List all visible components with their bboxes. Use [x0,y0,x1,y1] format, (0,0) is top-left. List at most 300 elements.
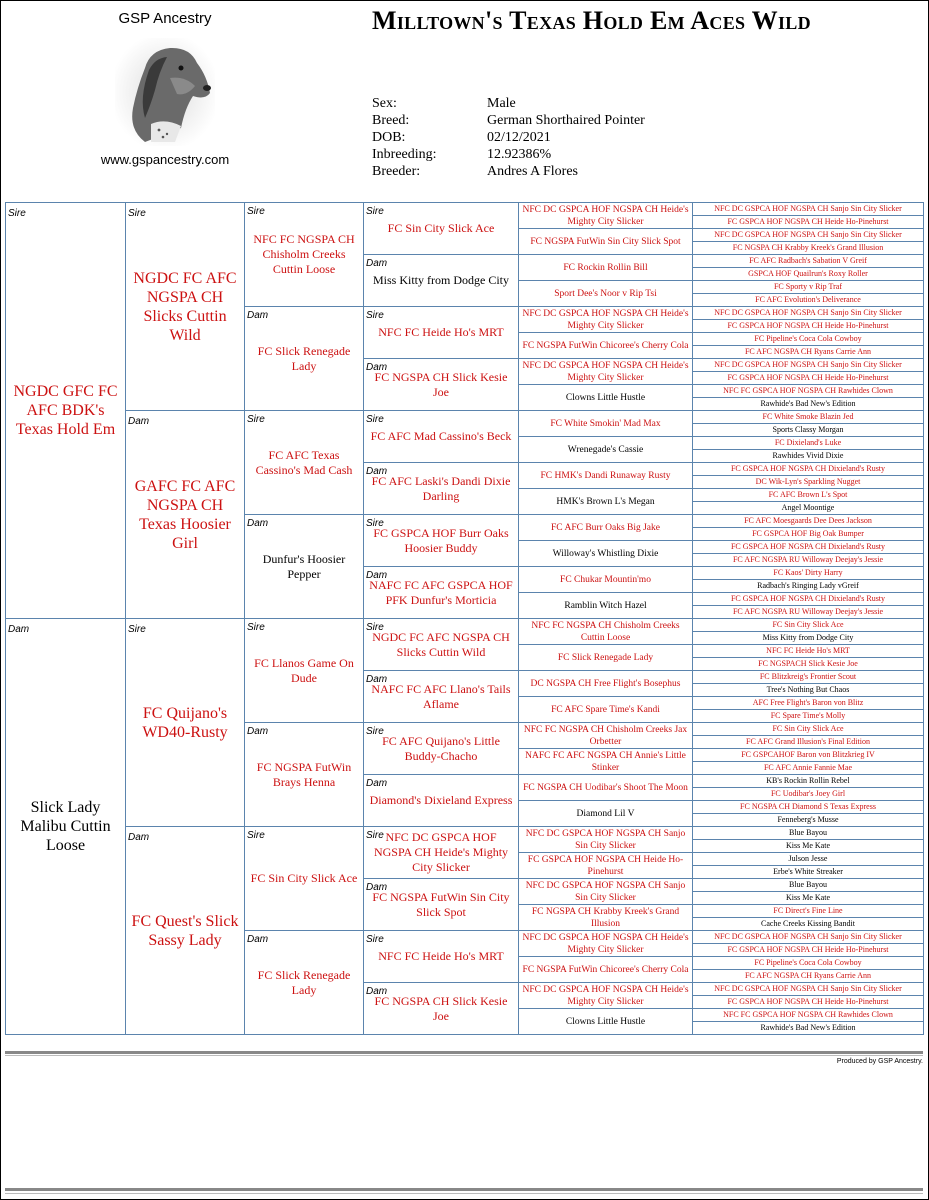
pedigree-gen6-cell [692,930,924,944]
pedigree-gen6-cell [692,241,924,255]
pedigree-gen5-cell [518,462,693,489]
pedigree-gen5-cell [518,228,693,255]
ancestor-name: Clowns Little Hustle [565,392,646,403]
pedigree-gen6-cell [692,839,924,853]
ancestor-name: FC Sin City Slick Ace [772,724,844,733]
pedigree-gen4-cell [363,670,519,723]
ancestor-name: Miss Kitty from Dodge City [372,273,509,287]
ancestor-name: FC NGSPA CH Slick Kesie Joe [374,369,508,399]
pedigree-gen6-cell [692,735,924,749]
ancestor-name: FC Chukar Mountin'mo [560,574,651,585]
ancestor-name: Ramblin Witch Hazel [564,600,647,611]
pedigree-gen6-cell [692,540,924,554]
ancestor-name: FC NGSPA CH Slick Kesie Joe [374,993,508,1023]
dam-label: Dam [366,986,388,997]
pedigree-gen6-cell [692,228,924,242]
ancestor-name: FC Rockin Rollin Bill [563,262,648,273]
pedigree-gen6-cell [692,293,924,307]
ancestor-name: NFC DC GSPCA HOF NGSPA CH Sanjo Sin City Slicker [525,828,686,851]
sire-label: Sire [366,830,384,841]
ancestor-name: FC Blitzkreig's Frontier Scout [759,672,857,681]
sire-label: Sire [128,624,146,635]
pedigree-gen3-cell [244,514,364,619]
pedigree-gen5-cell [518,852,693,879]
ancestor-name: FC Pipeline's Coca Cola Cowboy [754,958,862,967]
pedigree-gen6-cell [692,722,924,736]
pedigree-gen4-cell [363,410,519,463]
ancestor-name: GAFC FC AFC NGSPA CH Texas Hoosier Girl [134,477,236,552]
pedigree-gen4-cell [363,774,519,827]
pedigree-gen6-cell [692,358,924,372]
ancestor-name: FC Sin City Slick Ace [250,871,358,885]
ancestor-name: NFC DC GSPCA HOF NGSPA CH Sanjo Sin City Slicker [525,880,686,903]
pedigree-gen1-cell [5,618,126,1035]
dam-label: Dam [366,674,388,685]
pedigree-gen5-cell [518,618,693,645]
pedigree-gen6-cell [692,813,924,827]
pedigree-gen6-cell [692,592,924,606]
info-label: Breeder: [372,164,421,179]
pedigree-gen5-cell [518,774,693,801]
pedigree-gen4-cell [363,358,519,411]
ancestor-name: NFC DC GSPCA HOF NGSPA CH Sanjo Sin City Slicker [714,360,902,369]
ancestor-name: FC Quest's Slick Sassy Lady [131,912,239,949]
pedigree-gen3-cell [244,202,364,307]
ancestor-name: FC Dixieland's Luke [774,438,842,447]
pedigree-gen6-cell [692,995,924,1009]
ancestor-name: FC AFC Spare Time's Kandi [551,704,660,715]
ancestor-name: FC GSPCA HOF Big Oak Bumper [752,529,864,538]
ancestor-name: GSPCA HOF Quailrun's Roxy Roller [748,269,868,278]
pedigree-gen6-cell [692,449,924,463]
pedigree-gen6-cell [692,878,924,892]
ancestor-name: FC White Smokin' Mad Max [550,418,661,429]
ancestor-name: NFC FC GSPCA HOF NGSPA CH Rawhides Clown [723,386,893,395]
pedigree-gen2-cell [125,618,245,827]
ancestor-name: KB's Rockin Rollin Rebel [766,776,850,785]
ancestor-name: DC Wik-Lyn's Sparkling Nugget [755,477,861,486]
dog-portrait-image [115,38,215,146]
ancestor-name: NFC DC GSPCA HOF NGSPA CH Heide's Mighty City Slicker [522,360,689,383]
ancestor-name: FC GSPCA HOF NGSPA CH Dixieland's Rusty [730,594,886,603]
ancestor-name: Fenneberg's Musse [777,815,839,824]
pedigree-gen5-cell [518,514,693,541]
ancestor-name: FC GSPCA HOF NGSPA CH Heide Ho-Pinehurst [727,997,889,1006]
ancestor-name: FC AFC NGSPA CH Ryans Carrie Ann [744,971,872,980]
pedigree-gen4-cell [363,878,519,931]
sire-label: Sire [366,414,384,425]
pedigree-gen6-cell [692,709,924,723]
ancestor-name: NFC DC GSPCA HOF NGSPA CH Sanjo Sin City Slicker [714,230,902,239]
pedigree-gen6-cell [692,618,924,632]
ancestor-name: FC AFC NGSPA CH Ryans Carrie Ann [744,347,872,356]
ancestor-name: FC GSPCA HOF Burr Oaks Hoosier Buddy [373,525,509,555]
pedigree-gen6-cell [692,267,924,281]
pedigree-gen6-cell [692,826,924,840]
pedigree-gen3-cell [244,722,364,827]
ancestor-name: FC GSPCA HOF NGSPA CH Heide Ho-Pinehurst [727,945,889,954]
sire-label: Sire [366,206,384,217]
sire-label: Sire [8,208,26,219]
pedigree-gen6-cell [692,306,924,320]
pedigree-gen6-cell [692,904,924,918]
website-url: www.gspancestry.com [100,152,230,167]
bottom-divider-thin [5,1193,923,1194]
pedigree-gen5-cell [518,306,693,333]
ancestor-name: FC Direct's Fine Line [773,906,843,915]
ancestor-name: FC GSPCA HOF NGSPA CH Dixieland's Rusty [730,542,886,551]
pedigree-gen6-cell [692,202,924,216]
sire-label: Sire [366,518,384,529]
pedigree-gen5-cell [518,540,693,567]
ancestor-name: Tree's Nothing But Chaos [766,685,850,694]
pedigree-gen2-cell [125,410,245,619]
ancestor-name: NFC DC GSPCA HOF NGSPA CH Heide's Mighty City Slicker [522,932,689,955]
info-row [372,163,645,180]
dog-name-title: Milltown's Texas Hold Em Aces Wild [372,6,811,35]
ancestor-name: FC NGSPA FutWin Brays Henna [256,759,352,789]
pedigree-gen6-cell [692,1008,924,1022]
pedigree-gen5-cell [518,592,693,619]
ancestor-name: FC Quijano's WD40-Rusty [142,704,228,741]
pedigree-gen4-cell [363,306,519,359]
ancestor-name: FC GSPCA HOF NGSPA CH Heide Ho-Pinehurst [527,854,684,877]
pedigree-gen3-cell [244,826,364,931]
pedigree-gen6-cell [692,410,924,424]
ancestor-name: Kiss Me Kate [786,841,830,850]
info-row [372,146,645,163]
pedigree-gen6-cell [692,800,924,814]
pedigree-gen5-cell [518,644,693,671]
ancestor-name: FC AFC Annie Fannie Mae [763,763,852,772]
pedigree-gen5-cell [518,436,693,463]
ancestor-name: Diamond Lil V [576,808,635,819]
pedigree-gen6-cell [692,943,924,957]
sire-label: Sire [128,208,146,219]
footer-divider [5,1051,923,1054]
info-value: German Shorthaired Pointer [487,113,645,128]
ancestor-name: FC NGSPA FutWin Chicoree's Cherry Cola [522,964,689,975]
ancestor-name: FC AFC Laski's Dandi Dixie Darling [371,473,511,503]
pedigree-gen5-cell [518,202,693,229]
pedigree-gen6-cell [692,761,924,775]
sire-label: Sire [247,414,265,425]
pedigree-gen4-cell [363,982,519,1035]
info-value: 02/12/2021 [487,130,551,145]
ancestor-name: Sport Dee's Noor v Rip Tsi [554,288,657,299]
pedigree-gen6-cell [692,423,924,437]
ancestor-name: Blue Bayou [789,828,827,837]
ancestor-name: FC NGSPACH Slick Kesie Joe [758,659,858,668]
ancestor-name: FC AFC Radbach's Sabation V Greif [749,256,867,265]
ancestor-name: Blue Bayou [789,880,827,889]
ancestor-name: Clowns Little Hustle [565,1016,646,1027]
pedigree-gen5-cell [518,488,693,515]
pedigree-gen6-cell [692,397,924,411]
ancestor-name: NAFC FC AFC Llano's Tails Aflame [371,681,511,711]
ancestor-name: Diamond's Dixieland Express [369,793,513,807]
ancestor-name: NFC FC Heide Ho's MRT [378,325,504,339]
ancestor-name: FC Slick Renegade Lady [257,343,351,373]
pedigree-gen6-cell [692,527,924,541]
ancestor-name: NFC FC NGSPA CH Chisholm Creeks Cuttin Loose [531,620,680,643]
pedigree-gen5-cell [518,800,693,827]
dam-label: Dam [366,882,388,893]
ancestor-name: Slick Lady Malibu Cuttin Loose [20,799,111,854]
info-row [372,129,645,146]
pedigree-gen5-cell [518,254,693,281]
pedigree-gen6-cell [692,488,924,502]
pedigree-gen6-cell [692,462,924,476]
ancestor-name: NAFC FC AFC GSPCA HOF PFK Dunfur's Morticia [369,577,513,607]
pedigree-gen4-cell [363,462,519,515]
pedigree-gen5-cell [518,1008,693,1035]
info-row [372,112,645,129]
pedigree-gen5-cell [518,280,693,307]
pedigree-gen2-cell [125,202,245,411]
ancestor-name: NFC DC GSPCA HOF NGSPA CH Heide's Mighty City Slicker [522,984,689,1007]
ancestor-name: NFC DC GSPCA HOF NGSPA CH Sanjo Sin City Slicker [714,204,902,213]
ancestor-name: FC Sin City Slick Ace [387,221,495,235]
ancestor-name: FC AFC Moesgaards Dee Dees Jackson [744,516,872,525]
ancestor-name: FC GSPCAHOF Baron von Blitzkrieg IV [741,750,875,759]
ancestor-name: NFC DC GSPCA HOF NGSPA CH Heide's Mighty City Slicker [522,204,689,227]
ancestor-name: NFC FC NGSPA CH Chisholm Creeks Cuttin Loose [253,232,355,276]
bottom-divider [5,1188,923,1191]
pedigree-gen6-cell [692,1021,924,1035]
ancestor-name: Kiss Me Kate [786,893,830,902]
pedigree-gen5-cell [518,384,693,411]
ancestor-name: FC AFC NGSPA RU Willoway Deejay's Jessie [732,607,884,616]
ancestor-name: NGDC FC AFC NGSPA CH Slicks Cuttin Wild [133,269,237,344]
ancestor-name: NFC FC Heide Ho's MRT [378,949,504,963]
ancestor-name: FC Slick Renegade Lady [257,967,351,997]
ancestor-name: NFC DC GSPCA HOF NGSPA CH Heide's Mighty City Slicker [373,830,509,874]
ancestor-name: HMK's Brown L's Megan [556,496,655,507]
pedigree-gen6-cell [692,852,924,866]
dam-label: Dam [366,362,388,373]
ancestor-name: FC NGSPA CH Uodibar's Shoot The Moon [523,782,688,793]
pedigree-gen5-cell [518,696,693,723]
ancestor-name: FC Sporty v Rip Traf [773,282,843,291]
ancestor-name: Radbach's Ringing Lady vGreif [757,581,859,590]
pedigree-gen4-cell [363,826,519,879]
ancestor-name: FC NGSPA FutWin Sin City Slick Spot [530,236,681,247]
ancestor-name: Willoway's Whistling Dixie [552,548,659,559]
pedigree-gen6-cell [692,345,924,359]
dam-label: Dam [247,310,269,321]
ancestor-name: Wrenegade's Cassie [567,444,644,455]
dam-label: Dam [247,518,269,529]
ancestor-name: FC HMK's Dandi Runaway Rusty [540,470,671,481]
pedigree-gen6-cell [692,787,924,801]
info-value: 12.92386% [487,147,552,162]
pedigree-gen3-cell [244,410,364,515]
pedigree-gen6-cell [692,553,924,567]
ancestor-name: FC AFC Grand Illusion's Final Edition [746,737,870,746]
pedigree-gen6-cell [692,436,924,450]
pedigree-gen5-cell [518,930,693,957]
pedigree-gen5-cell [518,358,693,385]
pedigree-gen5-cell [518,722,693,749]
pedigree-gen1-cell [5,202,126,619]
ancestor-name: FC NGSPA FutWin Sin City Slick Spot [372,889,510,919]
pedigree-gen5-cell [518,670,693,697]
ancestor-name: DC NGSPA CH Free Flight's Bosephus [530,678,681,689]
info-label: Inbreeding: [372,147,437,162]
pedigree-chart [5,202,923,1034]
pedigree-gen6-cell [692,566,924,580]
dam-label: Dam [128,832,150,843]
ancestor-name: Rawhide's Bad New's Edition [760,399,856,408]
ancestor-name: NGDC GFC FC AFC BDK's Texas Hold Em [13,383,118,438]
sire-label: Sire [247,830,265,841]
pedigree-gen6-cell [692,514,924,528]
dam-label: Dam [366,570,388,581]
pedigree-gen5-cell [518,826,693,853]
pedigree-gen6-cell [692,683,924,697]
pedigree-gen5-cell [518,566,693,593]
dog-info [372,95,645,180]
pedigree-gen3-cell [244,618,364,723]
dam-label: Dam [8,624,30,635]
pedigree-gen4-cell [363,930,519,983]
pedigree-gen6-cell [692,982,924,996]
ancestor-name: FC NGSPA CH Krabby Kreek's Grand Illusion [531,906,680,929]
pedigree-gen6-cell [692,917,924,931]
ancestor-name: FC Pipeline's Coca Cola Cowboy [754,334,862,343]
pedigree-gen5-cell [518,982,693,1009]
ancestor-name: FC AFC Evolution's Deliverance [755,295,861,304]
ancestor-name: FC Spare Time's Molly [770,711,846,720]
ancestor-name: NFC DC GSPCA HOF NGSPA CH Sanjo Sin City Slicker [714,984,902,993]
sire-label: Sire [366,310,384,321]
pedigree-gen6-cell [692,579,924,593]
ancestor-name: Cache Creeks Kissing Bandit [761,919,855,928]
pedigree-gen6-cell [692,774,924,788]
ancestor-name: FC GSPCA HOF NGSPA CH Heide Ho-Pinehurst [727,373,889,382]
dam-label: Dam [247,726,269,737]
pedigree-gen6-cell [692,280,924,294]
ancestor-name: FC AFC Texas Cassino's Mad Cash [255,447,353,477]
ancestor-name: FC Sin City Slick Ace [772,620,844,629]
info-value: Male [487,96,516,111]
pedigree-gen6-cell [692,865,924,879]
info-value: Andres A Flores [487,164,578,179]
ancestor-name: NFC DC GSPCA HOF NGSPA CH Heide's Mighty City Slicker [522,308,689,331]
ancestor-name: Dunfur's Hoosier Pepper [262,551,346,581]
ancestor-name: FC NGSPA CH Krabby Kreek's Grand Illusion [732,243,884,252]
ancestor-name: FC GSPCA HOF NGSPA CH Dixieland's Rusty [730,464,886,473]
ancestor-name: NGDC FC AFC NGSPA CH Slicks Cuttin Wild [372,629,510,659]
ancestor-name: NAFC FC AFC NGSPA CH Annie's Little Stinker [525,750,686,773]
ancestor-name: Rawhide's Bad New's Edition [760,1023,856,1032]
pedigree-gen6-cell [692,371,924,385]
pedigree-gen6-cell [692,475,924,489]
pedigree-gen4-cell [363,566,519,619]
pedigree-gen6-cell [692,956,924,970]
ancestor-name: FC AFC Quijano's Little Buddy-Chacho [382,733,500,763]
ancestor-name: FC AFC Burr Oaks Big Jake [551,522,660,533]
ancestor-name: FC Uodibar's Joey Girl [770,789,846,798]
pedigree-gen6-cell [692,891,924,905]
dam-label: Dam [247,934,269,945]
pedigree-gen4-cell [363,514,519,567]
dam-label: Dam [128,416,150,427]
dam-label: Dam [366,466,388,477]
pedigree-gen6-cell [692,631,924,645]
ancestor-name: FC NGSPA CH Diamond S Texas Express [740,802,876,811]
pedigree-gen2-cell [125,826,245,1035]
sire-label: Sire [366,622,384,633]
ancestor-name: NFC DC GSPCA HOF NGSPA CH Sanjo Sin City Slicker [714,308,902,317]
pedigree-gen3-cell [244,930,364,1035]
footer-divider-thin [5,1055,923,1056]
pedigree-gen6-cell [692,319,924,333]
pedigree-gen4-cell [363,254,519,307]
ancestor-name: FC AFC Mad Cassino's Beck [370,429,512,443]
ancestor-name: FC AFC NGSPA RU Willoway Deejay's Jessie [732,555,884,564]
ancestor-name: Miss Kitty from Dodge City [762,633,854,642]
ancestor-name: NFC FC NGSPA CH Chisholm Creeks Jax Orbetter [523,724,688,747]
ancestor-name: NFC FC Heide Ho's MRT [766,646,850,655]
ancestor-name: Erbe's White Streaker [773,867,843,876]
dam-label: Dam [366,778,388,789]
ancestor-name: FC GSPCA HOF NGSPA CH Heide Ho-Pinehurst [727,321,889,330]
pedigree-gen5-cell [518,748,693,775]
ancestor-name: NFC FC GSPCA HOF NGSPA CH Rawhides Clown [723,1010,893,1019]
pedigree-gen5-cell [518,332,693,359]
ancestor-name: NFC DC GSPCA HOF NGSPA CH Sanjo Sin City Slicker [714,932,902,941]
sire-label: Sire [247,206,265,217]
produced-by-text: Produced by GSP Ancestry. [836,1058,923,1065]
info-label: Sex: [372,96,397,111]
info-row [372,95,645,112]
ancestor-name: FC AFC Brown L's Spot [768,490,848,499]
sire-label: Sire [366,726,384,737]
pedigree-gen4-cell [363,202,519,255]
sire-label: Sire [247,622,265,633]
pedigree-gen6-cell [692,332,924,346]
ancestor-name: Julson Jesse [788,854,828,863]
pedigree-gen6-cell [692,501,924,515]
ancestor-name: FC Slick Renegade Lady [557,652,654,663]
pedigree-gen5-cell [518,956,693,983]
pedigree-gen5-cell [518,904,693,931]
info-label: Breed: [372,113,410,128]
pedigree-gen5-cell [518,878,693,905]
pedigree-gen6-cell [692,657,924,671]
pedigree-gen5-cell [518,410,693,437]
ancestor-name: FC GSPCA HOF NGSPA CH Heide Ho-Pinehurst [727,217,889,226]
sire-label: Sire [366,934,384,945]
pedigree-gen6-cell [692,969,924,983]
pedigree-gen6-cell [692,384,924,398]
ancestor-name: Sports Classy Morgan [772,425,844,434]
ancestor-name: Rawhides Vivid Dixie [772,451,844,460]
info-label: DOB: [372,130,406,145]
ancestor-name: AFC Free Flight's Baron von Blitz [752,698,864,707]
ancestor-name: FC Kaos' Dirty Harry [773,568,843,577]
dam-label: Dam [366,258,388,269]
pedigree-gen6-cell [692,254,924,268]
pedigree-gen3-cell [244,306,364,411]
ancestor-name: Angel Moontige [781,503,835,512]
ancestor-name: FC NGSPA FutWin Chicoree's Cherry Cola [522,340,689,351]
pedigree-gen4-cell [363,618,519,671]
pedigree-gen6-cell [692,748,924,762]
ancestor-name: FC Llanos Game On Dude [254,655,354,685]
